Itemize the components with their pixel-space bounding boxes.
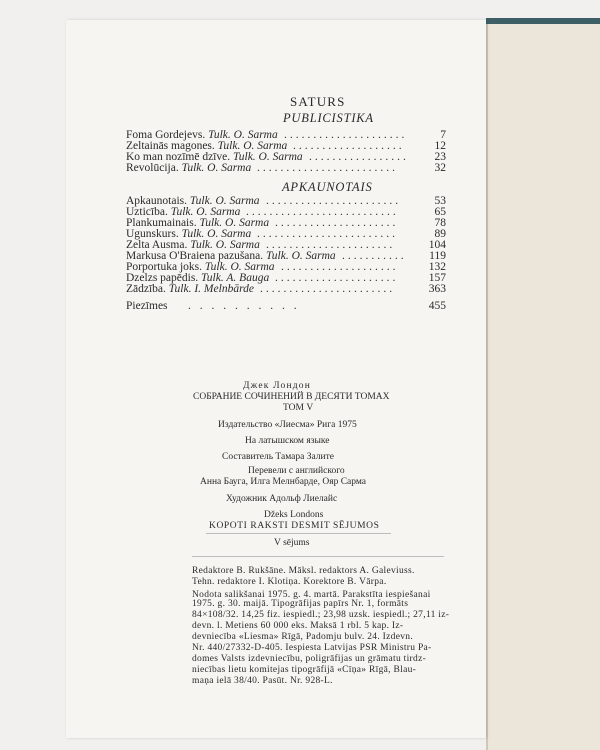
colophon-work-lv: KOPOTI RAKSTI DESMIT SĒJUMOS: [209, 521, 380, 531]
toc-entry-page: 65: [434, 206, 446, 218]
toc-entry-page: 12: [434, 140, 446, 152]
toc-leader-dots: .....................: [284, 129, 408, 141]
toc-entry-title-text: Porportuka joks.: [126, 261, 203, 273]
colophon-underline: [206, 533, 391, 534]
toc-leader-dots: .......................: [266, 195, 402, 207]
book-cover-board: [486, 24, 600, 750]
toc-entry-page: 157: [428, 272, 446, 284]
toc-entry[interactable]: [126, 162, 446, 175]
toc-entry-title: [126, 283, 254, 296]
imprint-line: niecības lietu komitejas tipogrāfijā «Cīņa» Rīgā, Blau-: [192, 665, 417, 675]
imprint-divider: [192, 556, 444, 557]
toc-entry-translator: Tulk. O. Sarma: [181, 228, 252, 240]
toc-entry-translator: Tulk. O. Sarma: [204, 261, 275, 273]
toc-entry-title-text: Zeltainās magones.: [126, 140, 215, 152]
toc-entry-title-text: Uzticība.: [126, 206, 168, 218]
imprint-line: 84×108/32. 14,25 fiz. iespiedl.; 23,98 uzsk. iespiedl.; 27,11 iz-: [192, 610, 450, 620]
toc-entry-title-text: Zelta Ausma.: [126, 239, 188, 251]
toc-entry-translator: Tulk. O. Sarma: [190, 239, 260, 251]
toc-leader-dots: ...................: [293, 140, 405, 152]
toc-notes-title: Piezīmes: [126, 300, 168, 312]
toc-leader-dots: ...........: [342, 250, 407, 262]
colophon-publisher-ru: Издательство «Лиесма» Рига 1975: [218, 420, 357, 430]
toc-entry-page: 53: [434, 195, 446, 207]
toc-entry-page: 32: [434, 162, 446, 174]
toc-entry[interactable]: [126, 283, 446, 296]
toc-entry-translator: Tulk. O. Sarma: [170, 206, 241, 218]
toc-leader-dots: ....................: [281, 261, 399, 273]
imprint-line: Nodota salikšanai 1975. g. 4. martā. Parakstīta iespiešanai: [192, 590, 431, 600]
toc-entry-title-text: Plankumainais.: [126, 217, 197, 229]
toc-entry-page: 23: [434, 151, 446, 163]
toc-entry-page: 119: [429, 250, 446, 262]
toc-leader-dots: .....................: [275, 272, 399, 284]
colophon-translators-ru: Перевели с английского: [248, 466, 345, 476]
toc-entry-title: [126, 162, 251, 175]
colophon-author-ru: Джек Лондон: [243, 381, 312, 391]
toc-entry-title-text: Foma Gordejevs.: [126, 129, 206, 141]
toc-leader-dots: .................: [309, 151, 409, 163]
toc-entry-translator: Tulk. O. Sarma: [217, 140, 288, 152]
toc-leader-dots: ..........................: [246, 206, 399, 218]
toc-entry-title-text: Zādzība.: [126, 283, 166, 295]
imprint-line: Tehn. redaktore I. Klotiņa. Korektore B. Vārpa.: [192, 577, 387, 587]
colophon-volume-lv: V sējums: [274, 538, 310, 548]
toc-entry-translator: Tulk. I. Melnbārde: [168, 283, 254, 295]
toc-entry-page: 89: [434, 228, 446, 240]
toc-entry-translator: Tulk. O. Sarma: [266, 250, 336, 262]
toc-entry-title-text: Ugunskurs.: [126, 228, 179, 240]
toc-entry-title-text: Markusa O'Braiena pazušana.: [126, 250, 264, 262]
colophon-author-lv: Džeks Londons: [264, 510, 324, 520]
toc-entry-translator: Tulk. O. Sarma: [199, 217, 270, 229]
imprint-line: 1975. g. 30. maijā. Tipogrāfijas papīrs Nr. 1, formāts: [192, 599, 409, 609]
toc-section-apkaunotais: APKAUNOTAIS: [282, 180, 373, 194]
toc-entry-translator: Tulk. A. Bauga: [201, 272, 270, 284]
toc-entry-title-text: Revolūcija.: [126, 162, 179, 174]
toc-entry-translator: Tulk. O. Sarma: [181, 162, 252, 174]
colophon-volume-ru: ТОМ V: [283, 403, 314, 413]
toc-leader-dots: ........................: [257, 162, 398, 174]
toc-leader-dots: ......................: [266, 239, 396, 251]
toc-entry-title-text: Apkaunotais.: [126, 195, 188, 207]
toc-entry-translator: Tulk. O. Sarma: [208, 129, 278, 141]
colophon-language-ru: На латышском языке: [245, 436, 330, 446]
toc-leader-dots: . . . . . . . . . .: [188, 300, 300, 312]
imprint-line: devniecība «Liesma» Rīgā, Padomju bulv. 24. Izdevn.: [192, 632, 413, 642]
imprint-line: devn. l. Metiens 60 000 eks. Maksā 1 rbl. 5 kap. Iz-: [192, 621, 404, 631]
imprint-line: maņa ielā 38/40. Pasūt. Nr. 928-L.: [192, 676, 333, 686]
colophon-work-ru: СОБРАНИЕ СОЧИНЕНИЙ В ДЕСЯТИ ТОМАХ: [193, 392, 390, 402]
imprint-line: domes Valsts izdevniecību, poligrāfijas un grāmatu tirdz-: [192, 654, 427, 664]
toc-entry-translator: Tulk. O. Sarma: [232, 151, 303, 163]
toc-title: SATURS: [290, 94, 346, 109]
toc-section-publicistika: PUBLICISTIKA: [283, 111, 374, 125]
toc-leader-dots: .....................: [275, 217, 399, 229]
imprint-line: Nr. 440/27332-D-405. Iespiesta Latvijas PSR Ministru Pa-: [192, 643, 432, 653]
colophon-artist-ru: Художник Адольф Лиелайс: [226, 494, 338, 504]
toc-leader-dots: ........................: [257, 228, 398, 240]
colophon-translators-names-ru: Анна Бауга, Илга Мелнбарде, Ояр Сарма: [200, 477, 367, 487]
toc-entry-page: 363: [428, 283, 446, 295]
toc-leader-dots: .......................: [260, 283, 396, 295]
toc-entry-title-text: Ko man nozīmē dzīve.: [126, 151, 231, 163]
toc-notes-page: 455: [428, 300, 446, 312]
colophon-compiler-ru: Составитель Тамара Залите: [222, 452, 334, 462]
toc-notes-row[interactable]: [126, 300, 446, 313]
imprint-line: Redaktore B. Rukšāne. Māksl. redaktors A. Galeviuss.: [192, 566, 415, 576]
toc-entry-page: 132: [428, 261, 446, 273]
toc-entry-page: 78: [434, 217, 446, 229]
toc-entry-translator: Tulk. O. Sarma: [189, 195, 260, 207]
toc-entry-title-text: Dzelzs papēdis.: [126, 272, 199, 284]
toc-entry-page: 104: [428, 239, 446, 251]
toc-entry-page: 7: [440, 129, 446, 141]
